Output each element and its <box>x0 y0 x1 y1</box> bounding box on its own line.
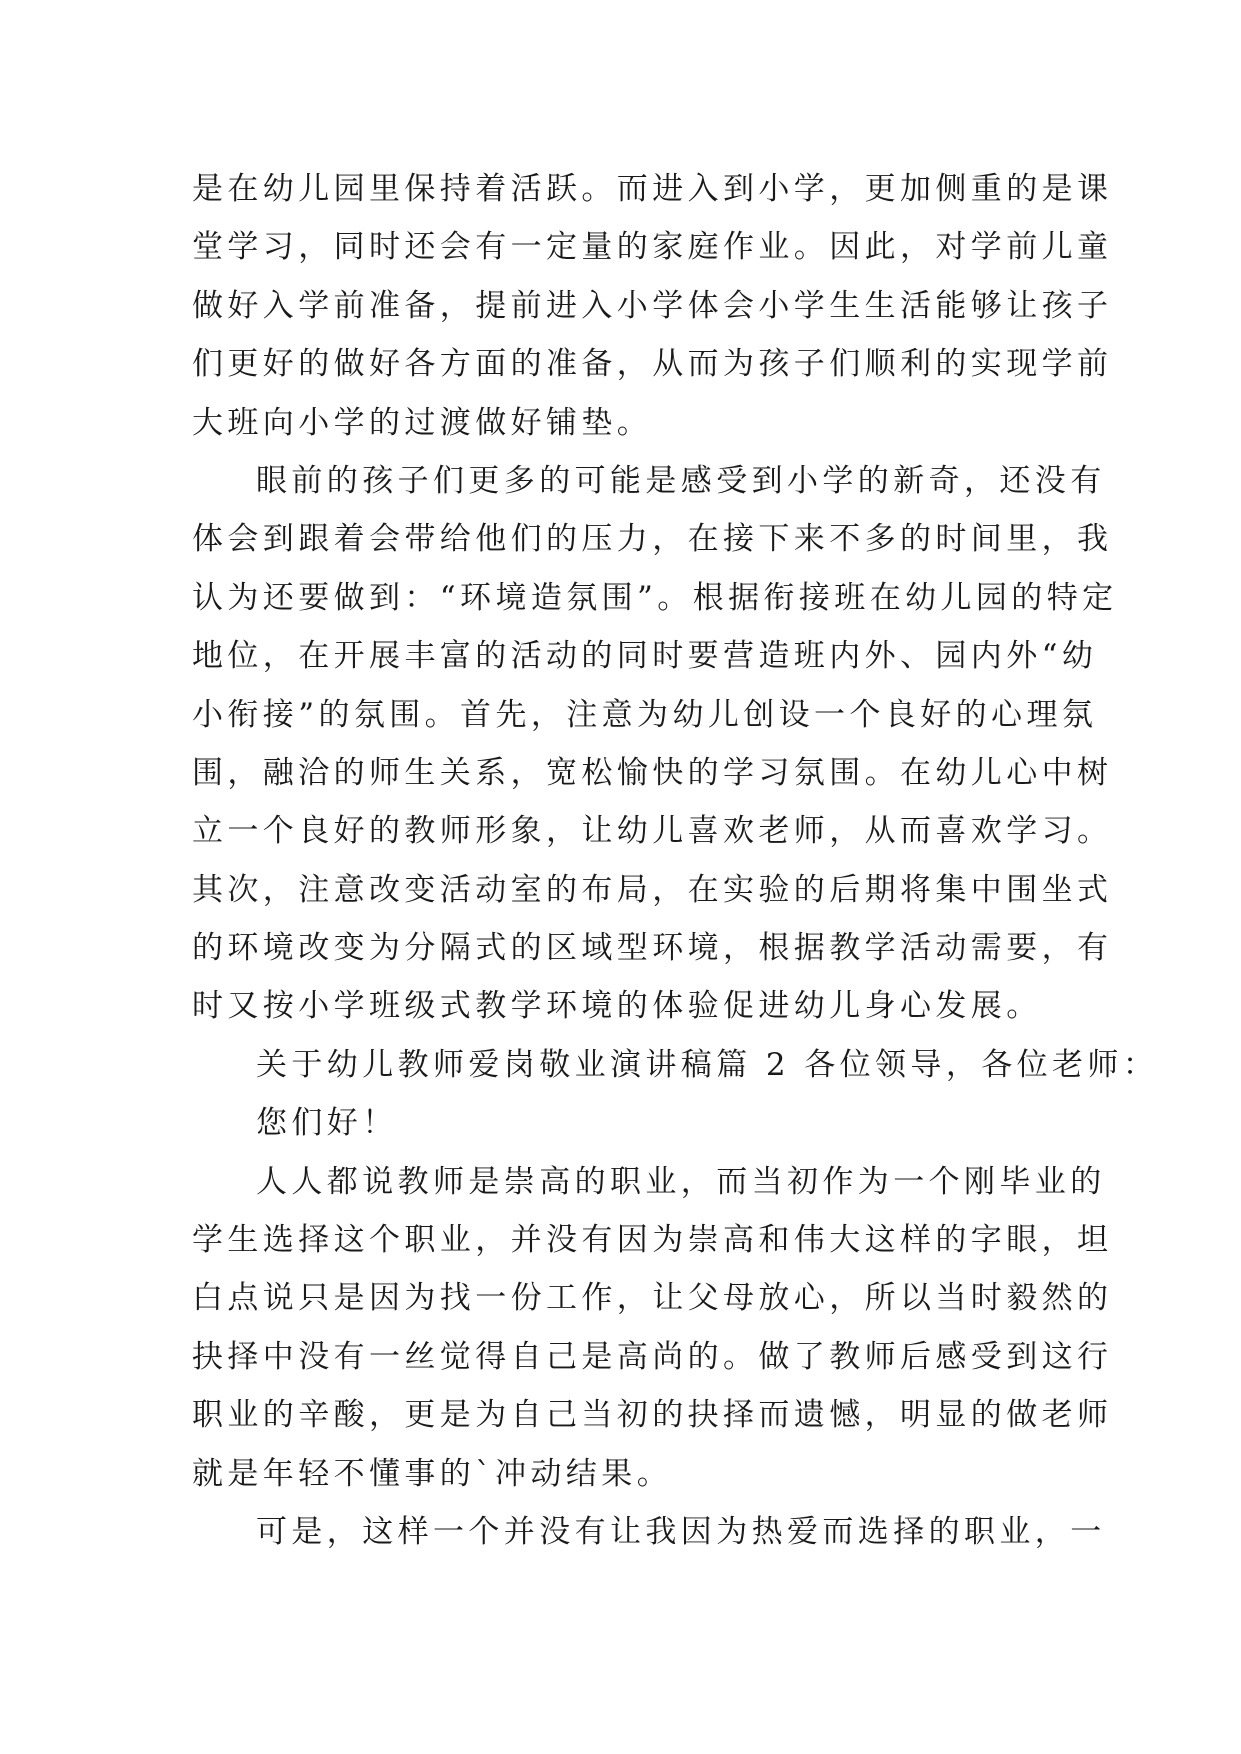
text-line: 职业的辛酸，更是为自己当初的抉择而遗憾，明显的做老师 <box>192 1397 1113 1434</box>
text-line: 是在幼儿园里保持着活跃。而进入到小学，更加侧重的是课 <box>192 171 1113 207</box>
text-line: 大班向小学的过渡做好铺垫。 <box>192 404 653 441</box>
text-line: 时又按小学班级式教学环境的体验促进幼儿身心发展。 <box>192 988 1042 1025</box>
text-line: 抉择中没有一丝觉得自己是高尚的。做了教师后感受到这行 <box>192 1338 1113 1375</box>
greeting-line: 您们好！ <box>256 1105 398 1142</box>
text-line: 立一个良好的教师形象，让幼儿喜欢老师，从而喜欢学习。 <box>192 813 1113 850</box>
text-line: 做好入学前准备，提前进入小学体会小学生生活能够让孩子 <box>192 287 1113 324</box>
text-line: 认为还要做到：“环境造氛围”。根据衔接班在幼儿园的特定 <box>192 579 1118 616</box>
body-text <box>192 160 1159 1561</box>
text-line: 体会到跟着会带给他们的压力，在接下来不多的时间里，我 <box>192 521 1113 558</box>
text-line: 们更好的做好各方面的准备，从而为孩子们顺利的实现学前 <box>192 346 1113 383</box>
text-line: 可是，这样一个并没有让我因为热爱而选择的职业，一 <box>256 1513 1106 1550</box>
text-line: 围，融洽的师生关系，宽松愉快的学习氛围。在幼儿心中树 <box>192 754 1113 791</box>
text-line: 学生选择这个职业，并没有因为崇高和伟大这样的字眼，坦 <box>192 1222 1113 1259</box>
text-line: 人人都说教师是崇高的职业，而当初作为一个刚毕业的 <box>256 1163 1106 1200</box>
text-line: 眼前的孩子们更多的可能是感受到小学的新奇，还没有 <box>256 462 1106 499</box>
text-line: 堂学习，同时还会有一定量的家庭作业。因此，对学前儿童 <box>192 229 1113 266</box>
text-line: 的环境改变为分隔式的区域型环境，根据教学活动需要，有 <box>192 930 1113 967</box>
text-line: 小衔接”的氛围。首先，注意为幼儿创设一个良好的心理氛 <box>192 696 1098 733</box>
text-line: 地位，在开展丰富的活动的同时要营造班内外、园内外“幼 <box>192 638 1098 675</box>
text-line: 白点说只是因为找一份工作，让父母放心，所以当时毅然的 <box>192 1280 1113 1317</box>
text-line: 就是年轻不懂事的`冲动结果。 <box>192 1455 673 1492</box>
text-line: 其次，注意改变活动室的布局，在实验的后期将集中围坐式 <box>192 871 1113 908</box>
section-heading-line: 关于幼儿教师爱岗敬业演讲稿篇 2 各位领导，各位老师： <box>256 1046 1159 1083</box>
